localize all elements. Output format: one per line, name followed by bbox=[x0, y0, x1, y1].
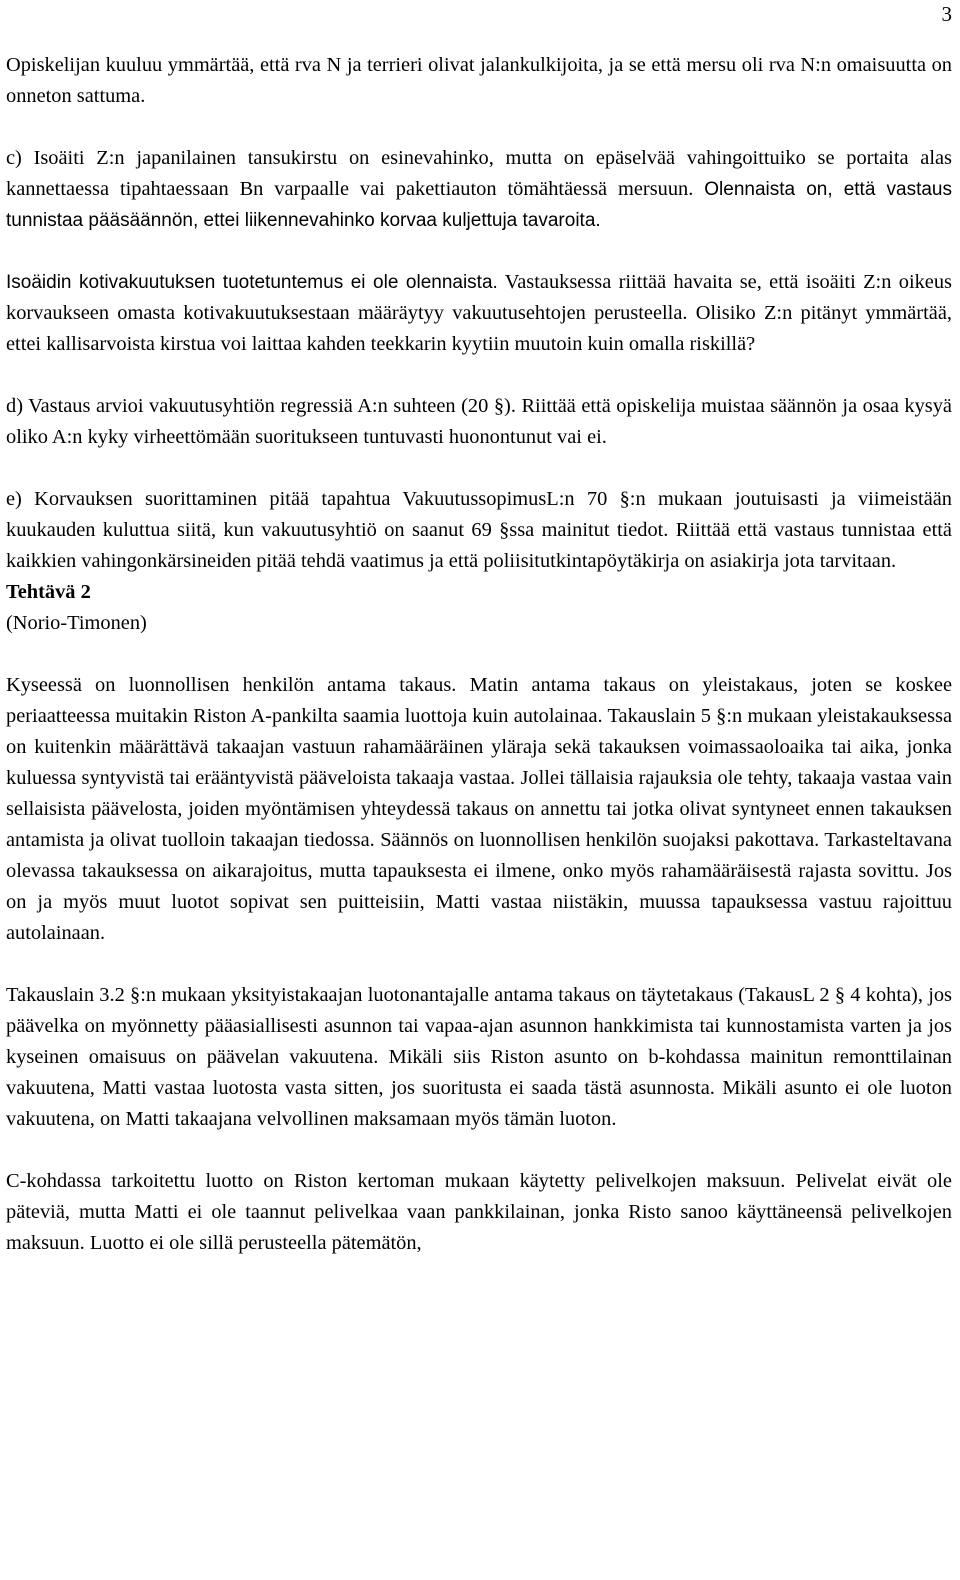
paragraph-pelivelat bbox=[6, 1166, 952, 1259]
sentence: Säännös on luonnollisen henkilön suojaksi pakottava. bbox=[380, 829, 820, 851]
paragraph-c-tansukirstu bbox=[6, 143, 952, 236]
section-heading: Tehtävä 2 bbox=[6, 581, 91, 603]
sentence: C-kohdassa tarkoitettu luotto on Riston kertoman mukaan käytetty pelivelkojen maksuun. bbox=[6, 1170, 786, 1192]
sentence: Jollei tällaisia rajauksia ole tehty, takaaja vastaa vain sellaisista päävelosta, joiden myöntämisen yhteydessä takaus on annettu tai jotka olivat syntyneet ennen takauksen antamista ja olivat tuolloin takaajan tiedossa. bbox=[6, 767, 952, 851]
paragraph-taytetakaus bbox=[6, 980, 952, 1135]
sentence: Pelivelat eivät ole päteviä, mutta Matti ei ole taannut pelivelkaa vaan pankkilainan, jonka Risto sanoo käyttäneensä pelivelkojen maksuun. bbox=[6, 1170, 952, 1254]
sentence: Jos on ja myös muut luotot sopivat sen puitteisiin, Matti vastaa niistäkin, muussa tapauksessa vastuu rajoittuu autolainaan. bbox=[6, 860, 952, 944]
sentence: Mikäli siis Riston asunto on b-kohdassa mainitun remonttilainan vakuutena, Matti vastaa luotosta vasta sitten, jos suoritusta ei saada tästä asunnosta. bbox=[6, 1046, 952, 1099]
sentence-sans: Isoäidin kotivakuutuksen tuotetuntemus ei ole olennaista. bbox=[6, 272, 498, 293]
sentence: Opiskelijan kuuluu ymmärtää, että rva N ja terrieri olivat jalankulkijoita, ja se että mersu oli rva N:n omaisuutta on onneton sattuma. bbox=[6, 54, 952, 107]
sentence: Luotto ei ole sillä perusteella pätemätön, bbox=[89, 1232, 422, 1254]
sentence: Takauslain 5 §:n mukaan yleistakauksessa on kuitenkin määrättävä takaajan vastuun rahamääräinen yläraja sekä takauksen voimassaoloaika tai aika, jonka kuluessa syntyvistä tai erääntyvistä pääveloista takaaja vastaa. bbox=[6, 705, 952, 789]
page-number: 3 bbox=[941, 2, 952, 26]
paragraph-kotivakuutus bbox=[6, 267, 952, 360]
sentence: c) Isoäiti Z:n japanilainen tansukirstu on esinevahinko, mutta on epäselvää vahingoittuiko se portaita alas kannettaessa tipahtaessaan Bn varpaalle vai pakettiauton tömähtäessä mersuun. bbox=[6, 147, 952, 200]
sentence: e) Korvauksen suorittaminen pitää tapahtua VakuutussopimusL:n 70 §:n mukaan joutuisasti ja viimeistään kuukauden kuluttua siitä, kun vakuutusyhtiö on saanut 69 §ssa mainitut tiedot. bbox=[6, 488, 952, 541]
sentence: Kyseessä on luonnollisen henkilön antama takaus. bbox=[6, 674, 457, 696]
sentence: Olisiko Z:n pitänyt ymmärtää, ettei kallisarvoista kirstua voi laittaa kahden teekkarin kyytiin muutoin kuin omalla riskillä? bbox=[6, 302, 952, 355]
sentence: d) Vastaus arvioi vakuutusyhtiön regressiä A:n suhteen (20 §). bbox=[6, 395, 516, 417]
paragraph-e-korvaus bbox=[6, 484, 952, 577]
sentence: Riittää että opiskelija muistaa säännön ja osaa kysyä oliko A:n kyky virheettömään suoritukseen tuntuvasti huonontunut vai ei. bbox=[6, 395, 952, 448]
sentence-sans: Olennaista on, että vastaus tunnistaa pääsäännön, ettei liikennevahinko korvaa kuljettuja tavaroita. bbox=[6, 179, 952, 231]
sentence: Takauslain 3.2 §:n mukaan yksityistakaajan luotonantajalle antama takaus on täytetakaus (TakausL 2 § 4 kohta), jos päävelka on myönnetty pääasiallisesti asunnon tai vapaa-ajan asunnon hankkimista tai kunnostamista varten ja jos kyseinen omaisuus on päävelan vakuutena. bbox=[6, 984, 952, 1068]
sentence: Riittää että vastaus tunnistaa että kaikkien vahingonkärsineiden pitää tehdä vaatimus ja että poliisitutkintapöytäkirja on asiakirja jota tarvitaan. bbox=[6, 519, 952, 572]
sentence: Matin antama takaus on yleistakaus, joten se koskee periaatteessa muitakin Riston A-pankilta saamia luottoja kuin autolainaa. bbox=[6, 674, 952, 727]
sentence: Tarkasteltavana olevassa takauksessa on aikarajoitus, mutta tapauksesta ei ilmene, onko myös rahamääräisestä rajasta sovittu. bbox=[6, 829, 952, 882]
paragraph-pedestrians bbox=[6, 50, 952, 112]
paragraph-takaus bbox=[6, 670, 952, 949]
section-author: (Norio-Timonen) bbox=[6, 612, 147, 634]
sentence: Vastauksessa riittää havaita se, että isoäiti Z:n oikeus korvaukseen omasta kotivakuutuksestaan määräytyy vakuutusehtojen perusteella. bbox=[6, 271, 952, 324]
sentence: Mikäli asunto ei ole luoton vakuutena, on Matti takaajana velvollinen maksamaan myös tämän luoton. bbox=[6, 1077, 952, 1130]
paragraph-d-regressi bbox=[6, 391, 952, 453]
